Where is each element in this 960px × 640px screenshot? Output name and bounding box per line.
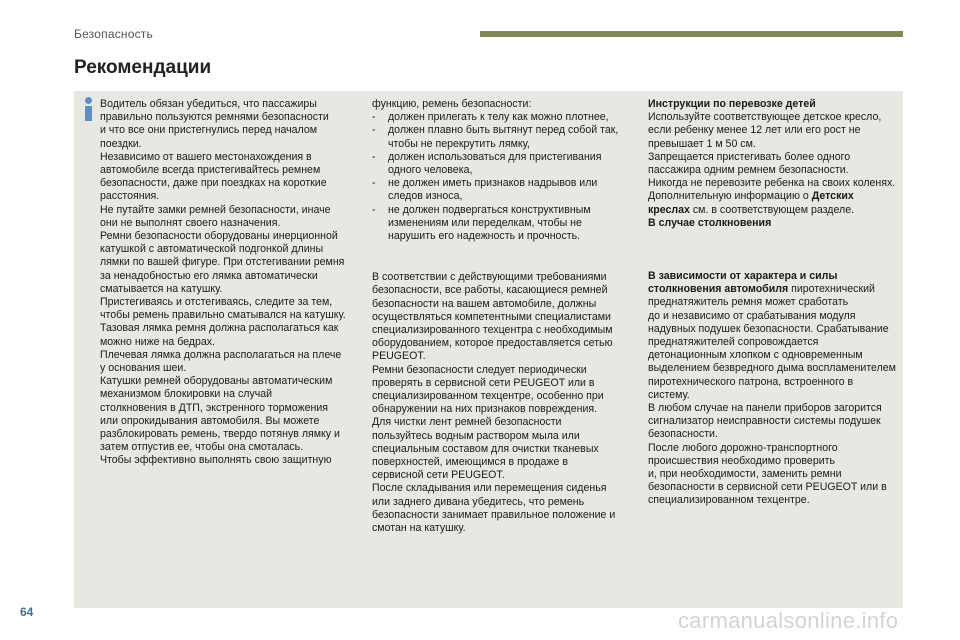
col1-line: Ремни безопасности оборудованы инерционной [100, 230, 338, 243]
col3-line: пассажира одним ремнем безопасности. [648, 164, 849, 177]
col1-line: и что все они пристегнулись перед началом [100, 124, 317, 137]
col2-line: безопасности занимает правильное положение и [372, 508, 616, 521]
severity-heading: столкновения автомобиля [648, 283, 789, 296]
col3-line: безопасности в сервисной сети PEUGEOT или в [648, 481, 887, 494]
col1-line: Пристегиваясь и отстегиваясь, следите за тем, [100, 296, 333, 309]
col1-line: лямки по вашей фигуре. При отстегивании ремня [100, 256, 345, 269]
list-item-line: должен прилегать к телу как можно плотнее, [388, 111, 609, 124]
list-item-line: должен использоваться для пристегивания [388, 150, 602, 163]
list-item [372, 124, 628, 150]
child-section [648, 98, 904, 230]
list-item-line: должен плавно быть вытянут перед собой так, [388, 124, 619, 137]
col2-line: или заднего дивана убедитесь, что ремень [372, 495, 585, 508]
col2-line: После складывания или перемещения сиденья [372, 482, 607, 495]
col1-line: Плечевая лямка должна располагаться на плече [100, 348, 342, 361]
collision-heading: В случае столкновения [648, 216, 772, 229]
col2-line: PEUGEOT. [372, 350, 426, 363]
col2-line: Ремни безопасности следует периодически [372, 363, 587, 376]
service-paragraph [372, 271, 628, 535]
col1-line: затем отпустив ее, чтобы она смоталась. [100, 441, 304, 454]
requirements-list [372, 111, 628, 243]
info-icon-dot [85, 97, 92, 104]
col3-line: надувных подушек безопасности. Срабатывание [648, 322, 889, 335]
list-item-line: следов износа, [388, 190, 463, 203]
col3-line: до и независимо от срабатывания модуля [648, 309, 856, 322]
list-item [372, 151, 628, 177]
list-item-line: нарушить его надежность и прочность. [388, 230, 581, 243]
col1-line: у основания шеи. [100, 362, 187, 375]
col3-line: Никогда не перевозите ребенка на своих коленях. [648, 177, 896, 190]
bullets-intro: функцию, ремень безопасности: [372, 98, 532, 110]
list-item [372, 177, 628, 203]
col1-line: поездки. [100, 137, 142, 150]
col1-line: Тазовая лямка ремня должна располагаться как [100, 322, 339, 335]
col3-line: сигнализатор неисправности системы подушек [648, 415, 881, 428]
col3-line: Запрещается пристегивать более одного [648, 150, 851, 163]
col3-line: безопасности. [648, 428, 718, 441]
info-icon [84, 97, 93, 121]
section-label: Безопасность [74, 27, 153, 41]
list-item-line: одного человека, [388, 164, 473, 177]
col2-line: проверять в сервисной сети PEUGEOT или в [372, 376, 595, 389]
column-right [648, 98, 904, 508]
page-title: Рекомендации [74, 57, 212, 78]
col1-line: безопасности, даже при поездках на короткие [100, 177, 327, 190]
col3-line: Используйте соответствующее детское кресло, [648, 111, 882, 124]
col1-line: сматывается на катушку. [100, 282, 223, 295]
col2-line: специальным составом для очистки тканевых [372, 442, 599, 455]
col1-line: правильно пользуются ремнями безопасности [100, 111, 329, 124]
pretensioner-section [648, 270, 904, 508]
col2-line: безопасности, все работы, касающиеся ремней [372, 284, 608, 297]
col1-line: чтобы ремень правильно сматывался на катушку. [100, 309, 346, 322]
list-item-line: не должен иметь признаков надрывов или [388, 177, 598, 190]
col1-line: они не выполнят своего назначения. [100, 216, 281, 229]
col1-line: столкновения в ДТП, экстренного торможения [100, 401, 329, 414]
list-item-line: изменениям или переделкам, чтобы не [388, 216, 582, 229]
col3-line: После любого дорожно-транспортного [648, 441, 838, 454]
child-heading: Инструкции по перевозке детей [648, 98, 816, 110]
col2-line: специализированного техцентра с необходимым [372, 324, 613, 337]
col3-line: детонационным хлопком с одновременным [648, 349, 863, 362]
col2-line: оборудованием, которое предоставляется сетью [372, 337, 613, 350]
list-item [372, 204, 628, 244]
col1-line: Катушки ремней оборудованы автоматическим [100, 375, 333, 388]
col1-line: Водитель обязан убедиться, что пассажиры [100, 98, 317, 110]
col2-line: поверхностей, имеющимся в продаже в [372, 456, 568, 469]
col2-line: Для чистки лент ремней безопасности [372, 416, 562, 429]
col2-line: смотан на катушку. [372, 522, 466, 535]
page-number: 64 [20, 605, 34, 619]
column-middle [372, 98, 628, 535]
col3-line: и, при необходимости, заменить ремни [648, 468, 842, 481]
col1-line: автомобиле всегда пристегивайтесь ремнем [100, 164, 321, 177]
col1-line: Не путайте замки ремней безопасности, иначе [100, 203, 331, 216]
col3-line: превышает 1 м 50 см. [648, 137, 756, 150]
col2-line: осуществляться компетентными специалистами [372, 310, 611, 323]
col3-line: преднатяжитель ремня может сработать [648, 296, 849, 309]
bullet-dash: - [372, 150, 376, 163]
col3-line: выделением безвредного дыма воспламенителем [648, 362, 896, 375]
col3-line: пиротехнический [788, 283, 875, 296]
list-item [372, 111, 628, 124]
col3-line: происшествия необходимо проверить [648, 454, 836, 467]
watermark: carmanualsonline.info [678, 608, 899, 633]
bullet-dash: - [372, 124, 376, 137]
col1-line: Чтобы эффективно выполнять свою защитную [100, 454, 332, 467]
col3-line: преднатяжителей сопровождается [648, 336, 819, 349]
col3-line: пиротехнического патрона, встроенного в [648, 375, 854, 388]
col3-line: Дополнительную информацию о [648, 190, 809, 203]
col1-line: можно ниже на бедрах. [100, 335, 216, 348]
col3-line: В любом случае на панели приборов загорится [648, 402, 882, 415]
header-rule [480, 31, 903, 37]
list-item-line: чтобы не перекрутить лямку, [388, 137, 530, 150]
col1-line: расстояния. [100, 190, 160, 203]
col2-line: сервисной сети PEUGEOT. [372, 469, 505, 482]
col1-line: за ненадобностью его лямка автоматически [100, 269, 318, 282]
list-item-line: не должен подвергаться конструктивным [388, 203, 591, 216]
col2-line: безопасности на вашем автомобиле, должны [372, 297, 597, 310]
col2-line: специализированном техцентре, особенно при [372, 390, 604, 403]
col3-line: специализированном техцентре. [648, 494, 810, 507]
col1-line: разблокировать ремень, твердо потянув лямку и [100, 428, 340, 441]
col3-line: см. в соответствующем разделе. [689, 203, 855, 216]
col1-line: механизмом блокировки на случай [100, 388, 273, 401]
column-left [100, 98, 358, 468]
bullet-dash: - [372, 111, 376, 124]
child-seats-reference: креслах [648, 203, 690, 216]
col2-line: пользуйтесь водным раствором мыла или [372, 429, 580, 442]
col2-line: В соответствии с действующими требованиями [372, 271, 607, 284]
bullet-dash: - [372, 203, 376, 216]
col3-line: систему. [648, 388, 690, 401]
col1-text [100, 98, 358, 468]
col2-line: обнаружении на них признаков повреждения. [372, 403, 598, 416]
severity-heading: В зависимости от характера и силы [648, 270, 838, 283]
col1-line: Независимо от вашего местонахождения в [100, 150, 312, 163]
col1-line: или опрокидывания автомобиля. Вы можете [100, 414, 320, 427]
col3-line: если ребенку менее 12 лет или его рост не [648, 124, 861, 137]
info-icon-bar [85, 106, 92, 121]
bullet-dash: - [372, 177, 376, 190]
child-seats-reference: Детских [811, 190, 854, 203]
col1-line: катушкой с автоматической подгонкой длины [100, 243, 324, 256]
